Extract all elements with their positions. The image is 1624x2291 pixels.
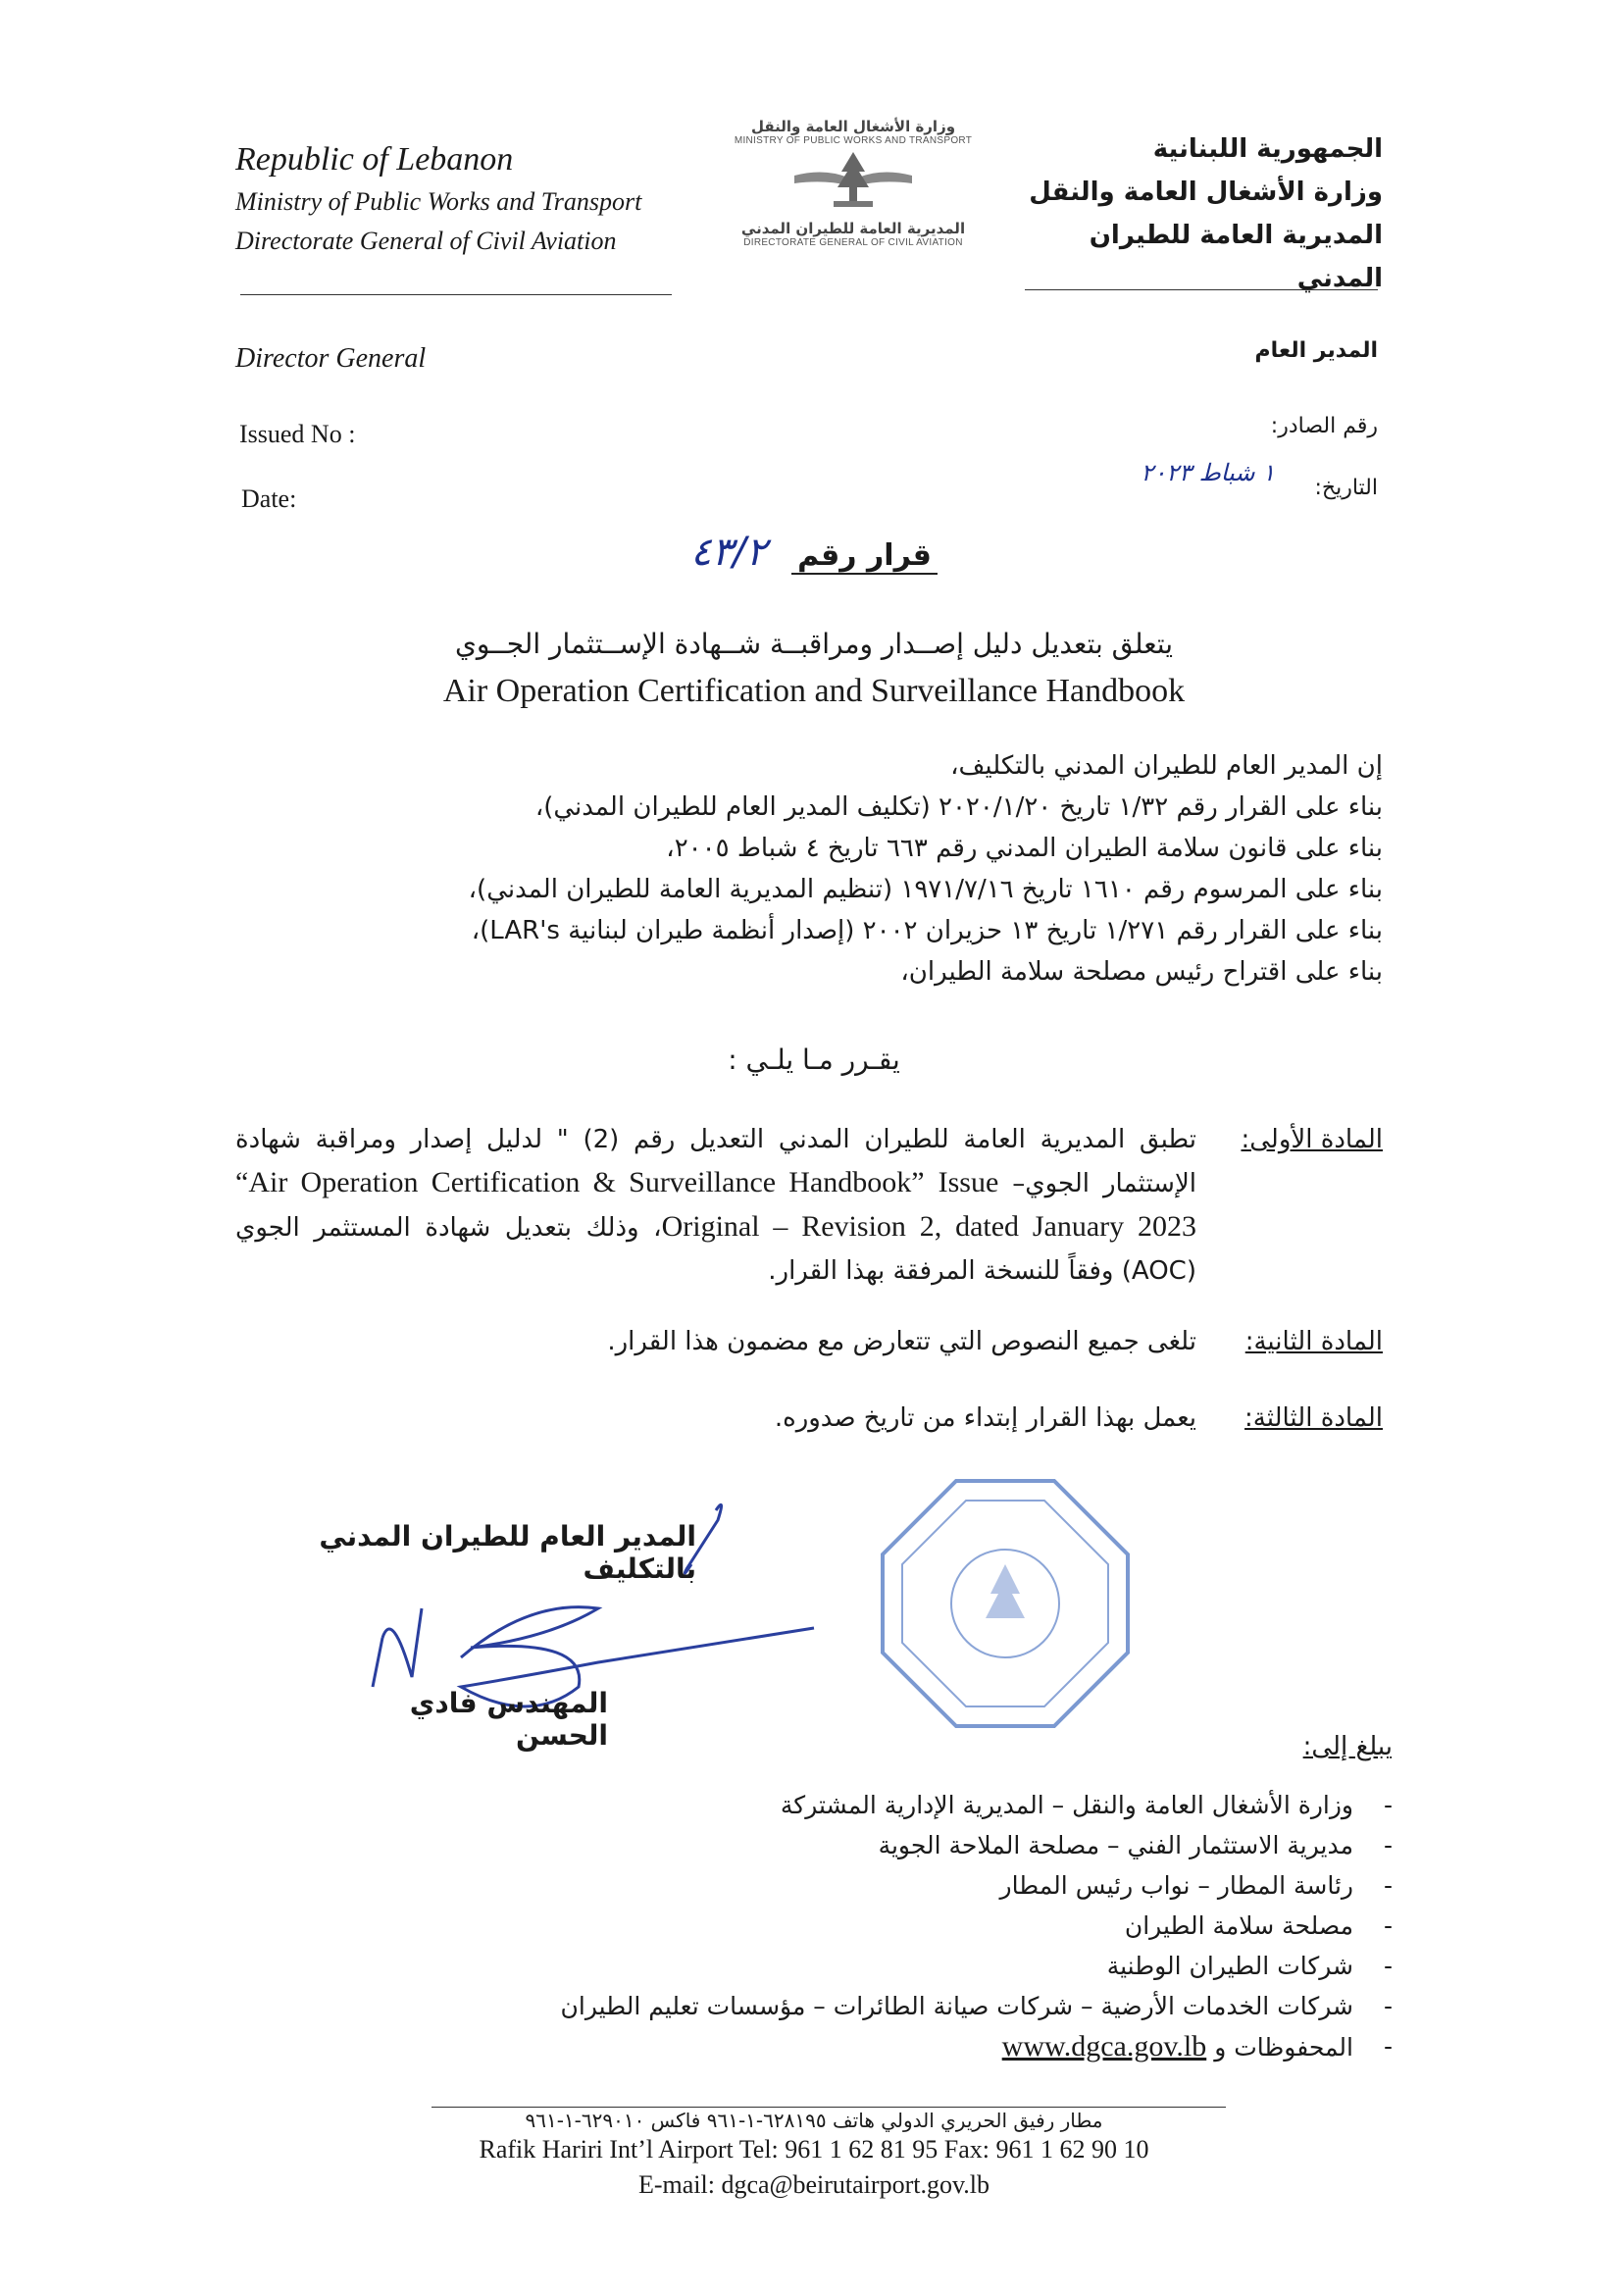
preamble — [235, 745, 1383, 993]
article-1-text-en-2: Issue Original – Revision 2, dated January 2023 — [661, 1166, 1196, 1243]
list-item: - شركات الخدمات الأرضية – شركات صيانة الطائرات – مؤسسات تعليم الطيران — [431, 1986, 1393, 2026]
footer-en: Rafik Hariri Int’l Airport Tel: 961 1 62 81 95 Fax: 961 1 62 90 10 — [479, 2135, 1149, 2164]
list-item: - شركات الطيران الوطنية — [431, 1946, 1393, 1986]
ministry-logo — [706, 118, 1000, 275]
header-en-line2: Ministry of Public Works and Transport — [235, 187, 642, 216]
article-3-text: يعمل بهذا القرار إبتداء من تاريخ صدوره. — [774, 1403, 1196, 1433]
notify-list — [431, 1785, 1393, 2067]
preamble-line: بناء على القرار رقم ١/٢٧١ تاريخ ١٣ حزيران ٢٠٠٢ (إصدار أنظمة طيران لبنانية LAR's)، — [471, 916, 1383, 945]
subject-english: Air Operation Certification and Surveillance Handbook — [442, 673, 1186, 709]
article-1 — [235, 1118, 1383, 1293]
list-item — [431, 2026, 1393, 2067]
article-1-text-ar-1: تطبق المديرية العامة للطيران المدني التعديل رقم (2) " لدليل إصدار ومراقبة شهادة الإستثمار الجوي– — [235, 1125, 1197, 1198]
article-1-text-ar-2: ، وذلك بتعديل شهادة المستثمر الجوي (AOC) وفقاً للنسخة المرفقة بهذا القرار. — [235, 1213, 1196, 1286]
logo-ar-top: وزارة الأشغال العامة والنقل — [750, 118, 956, 135]
signatory-name: المهندس فادي الحسن — [409, 1687, 608, 1752]
preamble-line: بناء على المرسوم رقم ١٦١٠ تاريخ ١٩٧١/٧/١٦ (تنظيم المديرية العامة للطيران المدني)، — [468, 875, 1383, 904]
preamble-line: بناء على القرار رقم ١/٣٢ تاريخ ٢٠٢٠/١/٢٠ (تكليف المدير العام للطيران المدني)، — [534, 792, 1383, 822]
header-ar-line2: وزارة الأشغال العامة والنقل — [1029, 178, 1383, 207]
article-3-label: المادة الثالثة: — [1244, 1403, 1383, 1433]
official-stamp — [873, 1471, 1138, 1736]
date-en: Date: — [241, 484, 297, 513]
header-ar-line3: المديرية العامة للطيران المدني — [1089, 221, 1383, 293]
header-ar-rule — [1025, 289, 1378, 290]
logo-en-bottom: DIRECTORATE GENERAL OF CIVIL AVIATION — [743, 237, 963, 248]
decision-label: قرار رقم — [791, 538, 938, 575]
footer-email: E-mail: dgca@beirutairport.gov.lb — [638, 2170, 990, 2199]
decision-number: ٤٣/٢ — [690, 530, 768, 575]
date-ar: التاريخ: — [1314, 476, 1378, 500]
list-item: - وزارة الأشغال العامة والنقل – المديرية الإدارية المشتركة — [431, 1785, 1393, 1825]
decision-heading — [608, 530, 1020, 575]
header-en-rule — [240, 294, 672, 295]
preamble-line: بناء على قانون سلامة الطيران المدني رقم ٦٦٣ تاريخ ٤ شباط ٢٠٠٥، — [666, 834, 1383, 863]
logo-ar-bottom: المديرية العامة للطيران المدني — [740, 220, 966, 237]
notify-title: يبلغ إلى: — [1302, 1732, 1393, 1761]
article-1-label: المادة الأولى: — [1241, 1125, 1383, 1154]
footer-rule — [431, 2107, 1226, 2108]
header-arabic — [1010, 127, 1383, 300]
header-ar-line1: الجمهورية اللبنانية — [1152, 134, 1383, 164]
header-en-line1: Republic of Lebanon — [235, 141, 514, 178]
header-english — [235, 137, 696, 261]
issued-no-en: Issued No : — [239, 420, 356, 448]
decides-heading: يقـرر مـا يلـي : — [728, 1044, 900, 1076]
director-general-en: Director General — [235, 343, 427, 374]
subject-arabic: يتعلق بتعديل دليل إصــدار ومراقبــة شــهادة الإســتثمار الجــوي — [454, 628, 1174, 660]
article-2-text: تلغى جميع النصوص التي تتعارض مع مضمون هذا القرار. — [607, 1327, 1196, 1356]
preamble-line: إن المدير العام للطيران المدني بالتكليف، — [950, 751, 1383, 781]
date-value: ١ شباط ٢٠٢٣ — [1141, 459, 1275, 486]
article-2-label: المادة الثانية: — [1244, 1327, 1383, 1356]
preamble-line: بناء على اقتراح رئيس مصلحة سلامة الطيران، — [900, 957, 1383, 987]
article-3 — [235, 1397, 1383, 1440]
list-item: - رئاسة المطار – نواب رئيس المطار — [431, 1865, 1393, 1906]
list-item: - مصلحة سلامة الطيران — [431, 1906, 1393, 1946]
article-1-text — [235, 1118, 1196, 1293]
cedar-wings-icon — [794, 146, 912, 215]
signatory-title: المدير العام للطيران المدني بالتكليف — [319, 1520, 696, 1585]
list-item: - مديرية الاستثمار الفني – مصلحة الملاحة الجوية — [431, 1825, 1393, 1865]
footer-ar: مطار رفيق الحريري الدولي هاتف ٦٢٨١٩٥-١-٩٦١ فاكس ٦٢٩٠١٠-١-٩٦١ — [525, 2109, 1103, 2132]
article-1-text-en-1: “Air Operation Certification & Surveillance Handbook” — [235, 1166, 925, 1198]
director-general-ar: المدير العام — [1254, 338, 1378, 363]
header-en-line3: Directorate General of Civil Aviation — [235, 227, 617, 255]
issued-no-ar: رقم الصادر: — [1270, 414, 1378, 438]
footer — [412, 2109, 1216, 2203]
logo-en-top: MINISTRY OF PUBLIC WORKS AND TRANSPORT — [734, 135, 973, 146]
archive-label: المحفوظات و — [1214, 2033, 1353, 2062]
article-2 — [235, 1320, 1383, 1363]
website-link[interactable]: www.dgca.gov.lb — [1001, 2030, 1207, 2062]
